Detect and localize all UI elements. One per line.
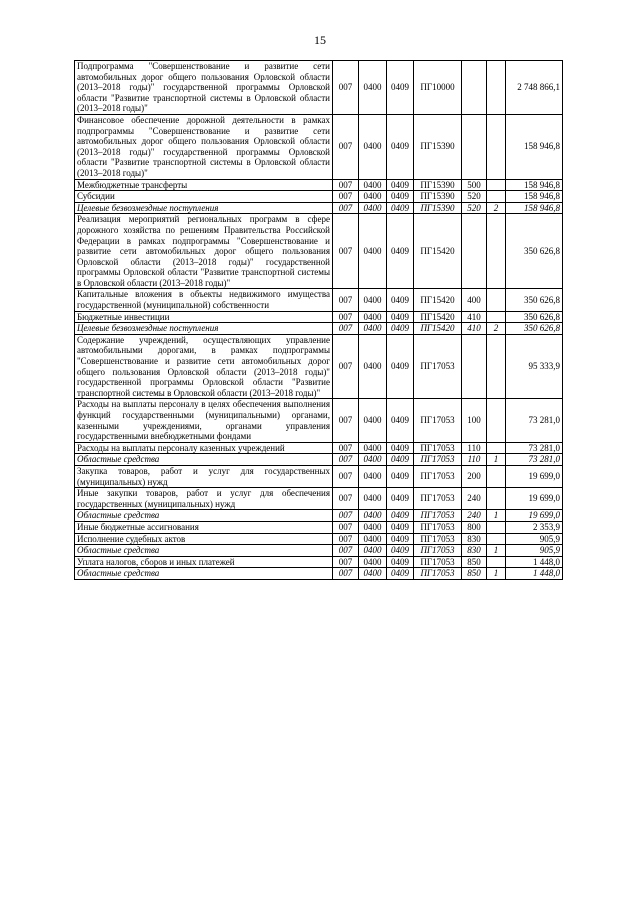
expense-name-cell: Содержание учреждений, осуществляющих управление автомобильными дорогами, в рамках подпрограммы "Совершенствование и развитие сети автомобильных дорог общего пользования Орловской области (2013–2018 годы)" государственной программы Орловской области "Развитие транспортной системы в Орловской области (2013–2018 годы)": [75, 334, 333, 399]
ministry-code-cell: 007: [333, 510, 359, 522]
target-article-cell: ПГ17053: [414, 399, 462, 442]
target-article-cell: ПГ15390: [414, 179, 462, 191]
funding-source-cell: 2: [487, 202, 506, 214]
target-article-cell: ПГ15390: [414, 114, 462, 179]
target-article-cell: ПГ17053: [414, 521, 462, 533]
expense-name-cell: Иные бюджетные ассигнования: [75, 521, 333, 533]
target-article-cell: ПГ15390: [414, 202, 462, 214]
subsection-code-cell: 0409: [387, 442, 414, 454]
amount-cell: 350 626,8: [506, 311, 563, 323]
table-row: [75, 191, 563, 203]
subsection-code-cell: 0409: [387, 311, 414, 323]
target-article-cell: ПГ17053: [414, 454, 462, 466]
section-code-cell: 0400: [359, 289, 387, 311]
expense-type-cell: 200: [462, 465, 487, 487]
subsection-code-cell: 0409: [387, 556, 414, 568]
amount-cell: 158 946,8: [506, 191, 563, 203]
subsection-code-cell: 0409: [387, 114, 414, 179]
subsection-code-cell: 0409: [387, 334, 414, 399]
funding-source-cell: [487, 334, 506, 399]
expense-name-cell: Целевые безвозмездные поступления: [75, 202, 333, 214]
section-code-cell: 0400: [359, 533, 387, 545]
section-code-cell: 0400: [359, 545, 387, 557]
expense-type-cell: [462, 114, 487, 179]
amount-cell: 158 946,8: [506, 202, 563, 214]
expense-name-cell: Подпрограмма "Совершенствование и развитие сети автомобильных дорог общего пользования Орловской области (2013–2018 годы)" государственной программы Орловской области "Развитие транспортной системы в Орловской области (2013–2018 годы)": [75, 61, 333, 115]
target-article-cell: ПГ17053: [414, 556, 462, 568]
funding-source-cell: [487, 521, 506, 533]
section-code-cell: 0400: [359, 311, 387, 323]
expense-name-cell: Расходы на выплаты персоналу в целях обеспечения выполнения функций государственными (муниципальными) органами, казенными учреждениями, органами управления государственными внебюджетными фондами: [75, 399, 333, 442]
ministry-code-cell: 007: [333, 488, 359, 510]
funding-source-cell: [487, 442, 506, 454]
table-row: [75, 179, 563, 191]
expense-name-cell: Областные средства: [75, 545, 333, 557]
ministry-code-cell: 007: [333, 399, 359, 442]
table-row: [75, 202, 563, 214]
target-article-cell: ПГ15390: [414, 191, 462, 203]
amount-cell: 350 626,8: [506, 289, 563, 311]
amount-cell: 1 448,0: [506, 556, 563, 568]
amount-cell: 95 333,9: [506, 334, 563, 399]
ministry-code-cell: 007: [333, 533, 359, 545]
table-row: [75, 533, 563, 545]
target-article-cell: ПГ15420: [414, 323, 462, 335]
funding-source-cell: [487, 556, 506, 568]
section-code-cell: 0400: [359, 399, 387, 442]
table-row: [75, 521, 563, 533]
expense-type-cell: 830: [462, 533, 487, 545]
subsection-code-cell: 0409: [387, 214, 414, 289]
expense-type-cell: 520: [462, 191, 487, 203]
table-row: [75, 545, 563, 557]
funding-source-cell: [487, 114, 506, 179]
amount-cell: 2 748 866,1: [506, 61, 563, 115]
ministry-code-cell: 007: [333, 556, 359, 568]
subsection-code-cell: 0409: [387, 545, 414, 557]
target-article-cell: ПГ15420: [414, 214, 462, 289]
section-code-cell: 0400: [359, 454, 387, 466]
table-row: [75, 61, 563, 115]
expense-type-cell: 240: [462, 510, 487, 522]
section-code-cell: 0400: [359, 521, 387, 533]
section-code-cell: 0400: [359, 442, 387, 454]
amount-cell: 73 281,0: [506, 454, 563, 466]
expense-name-cell: Иные закупки товаров, работ и услуг для обеспечения государственных (муниципальных) нужд: [75, 488, 333, 510]
expense-name-cell: Областные средства: [75, 454, 333, 466]
table-row: [75, 214, 563, 289]
subsection-code-cell: 0409: [387, 179, 414, 191]
ministry-code-cell: 007: [333, 323, 359, 335]
subsection-code-cell: 0409: [387, 202, 414, 214]
subsection-code-cell: 0409: [387, 454, 414, 466]
target-article-cell: ПГ17053: [414, 442, 462, 454]
expense-name-cell: Реализация мероприятий региональных программ в сфере дорожного хозяйства по решениям Правительства Российской Федерации в рамках подпрограммы "Совершенствование и развитие сети автомобильных дорог общего пользования Орловской области (2013–2018 годы)" государственной программы Орловской области "Развитие транспортной системы в Орловской области (2013–2018 годы)": [75, 214, 333, 289]
subsection-code-cell: 0409: [387, 510, 414, 522]
table-row: [75, 510, 563, 522]
expense-type-cell: 100: [462, 399, 487, 442]
ministry-code-cell: 007: [333, 202, 359, 214]
amount-cell: 1 448,0: [506, 568, 563, 580]
table-row: [75, 311, 563, 323]
expense-type-cell: 410: [462, 311, 487, 323]
ministry-code-cell: 007: [333, 61, 359, 115]
funding-source-cell: [487, 179, 506, 191]
amount-cell: 19 699,0: [506, 488, 563, 510]
ministry-code-cell: 007: [333, 568, 359, 580]
ministry-code-cell: 007: [333, 114, 359, 179]
target-article-cell: ПГ17053: [414, 533, 462, 545]
subsection-code-cell: 0409: [387, 533, 414, 545]
funding-source-cell: [487, 311, 506, 323]
subsection-code-cell: 0409: [387, 289, 414, 311]
amount-cell: 350 626,8: [506, 214, 563, 289]
table-row: [75, 323, 563, 335]
target-article-cell: ПГ15420: [414, 289, 462, 311]
ministry-code-cell: 007: [333, 545, 359, 557]
expense-name-cell: Областные средства: [75, 510, 333, 522]
table-row: [75, 465, 563, 487]
amount-cell: 905,9: [506, 533, 563, 545]
ministry-code-cell: 007: [333, 465, 359, 487]
subsection-code-cell: 0409: [387, 323, 414, 335]
target-article-cell: ПГ17053: [414, 488, 462, 510]
ministry-code-cell: 007: [333, 191, 359, 203]
section-code-cell: 0400: [359, 556, 387, 568]
table-row: [75, 442, 563, 454]
expense-name-cell: Субсидии: [75, 191, 333, 203]
amount-cell: 350 626,8: [506, 323, 563, 335]
ministry-code-cell: 007: [333, 454, 359, 466]
expense-type-cell: [462, 61, 487, 115]
ministry-code-cell: 007: [333, 521, 359, 533]
expense-type-cell: 110: [462, 442, 487, 454]
section-code-cell: 0400: [359, 510, 387, 522]
amount-cell: 158 946,8: [506, 114, 563, 179]
amount-cell: 73 281,0: [506, 399, 563, 442]
expense-name-cell: Закупка товаров, работ и услуг для государственных (муниципальных) нужд: [75, 465, 333, 487]
ministry-code-cell: 007: [333, 214, 359, 289]
expense-name-cell: Областные средства: [75, 568, 333, 580]
expense-type-cell: [462, 334, 487, 399]
funding-source-cell: 1: [487, 454, 506, 466]
funding-source-cell: [487, 289, 506, 311]
expense-name-cell: Финансовое обеспечение дорожной деятельности в рамках подпрограммы "Совершенствование и развитие сети автомобильных дорог общего пользования Орловской области (2013–2018 годы)" государственной программы Орловской области "Развитие транспортной системы в Орловской области (2013–2018 годы)": [75, 114, 333, 179]
funding-source-cell: [487, 214, 506, 289]
expense-type-cell: 500: [462, 179, 487, 191]
target-article-cell: ПГ17053: [414, 510, 462, 522]
table-row: [75, 114, 563, 179]
ministry-code-cell: 007: [333, 311, 359, 323]
expense-name-cell: Бюджетные инвестиции: [75, 311, 333, 323]
funding-source-cell: 1: [487, 568, 506, 580]
expense-name-cell: Целевые безвозмездные поступления: [75, 323, 333, 335]
expense-type-cell: 850: [462, 556, 487, 568]
table-row: [75, 488, 563, 510]
expense-name-cell: Расходы на выплаты персоналу казенных учреждений: [75, 442, 333, 454]
funding-source-cell: [487, 61, 506, 115]
budget-table: [74, 60, 563, 580]
table-row: [75, 454, 563, 466]
amount-cell: 158 946,8: [506, 179, 563, 191]
section-code-cell: 0400: [359, 568, 387, 580]
amount-cell: 19 699,0: [506, 510, 563, 522]
table-row: [75, 334, 563, 399]
amount-cell: 19 699,0: [506, 465, 563, 487]
table-row: [75, 556, 563, 568]
page-number: 15: [314, 33, 326, 47]
expense-name-cell: Капитальные вложения в объекты недвижимого имущества государственной (муниципальной) собственности: [75, 289, 333, 311]
expense-type-cell: 520: [462, 202, 487, 214]
section-code-cell: 0400: [359, 202, 387, 214]
subsection-code-cell: 0409: [387, 568, 414, 580]
section-code-cell: 0400: [359, 488, 387, 510]
subsection-code-cell: 0409: [387, 399, 414, 442]
table-row: [75, 289, 563, 311]
subsection-code-cell: 0409: [387, 465, 414, 487]
section-code-cell: 0400: [359, 61, 387, 115]
expense-name-cell: Уплата налогов, сборов и иных платежей: [75, 556, 333, 568]
subsection-code-cell: 0409: [387, 488, 414, 510]
ministry-code-cell: 007: [333, 334, 359, 399]
funding-source-cell: 2: [487, 323, 506, 335]
funding-source-cell: 1: [487, 545, 506, 557]
target-article-cell: ПГ17053: [414, 568, 462, 580]
subsection-code-cell: 0409: [387, 61, 414, 115]
target-article-cell: ПГ15420: [414, 311, 462, 323]
expense-type-cell: 410: [462, 323, 487, 335]
funding-source-cell: [487, 533, 506, 545]
subsection-code-cell: 0409: [387, 191, 414, 203]
expense-type-cell: [462, 214, 487, 289]
section-code-cell: 0400: [359, 323, 387, 335]
funding-source-cell: [487, 465, 506, 487]
section-code-cell: 0400: [359, 191, 387, 203]
section-code-cell: 0400: [359, 334, 387, 399]
funding-source-cell: [487, 191, 506, 203]
section-code-cell: 0400: [359, 214, 387, 289]
ministry-code-cell: 007: [333, 289, 359, 311]
target-article-cell: ПГ17053: [414, 545, 462, 557]
expense-name-cell: Межбюджетные трансферты: [75, 179, 333, 191]
expense-type-cell: 110: [462, 454, 487, 466]
ministry-code-cell: 007: [333, 179, 359, 191]
table-row: [75, 399, 563, 442]
expense-type-cell: 240: [462, 488, 487, 510]
table-row: [75, 568, 563, 580]
funding-source-cell: [487, 488, 506, 510]
target-article-cell: ПГ10000: [414, 61, 462, 115]
amount-cell: 2 353,9: [506, 521, 563, 533]
expense-name-cell: Исполнение судебных актов: [75, 533, 333, 545]
funding-source-cell: [487, 399, 506, 442]
amount-cell: 73 281,0: [506, 442, 563, 454]
section-code-cell: 0400: [359, 465, 387, 487]
budget-table-body: [75, 61, 563, 580]
expense-type-cell: 830: [462, 545, 487, 557]
subsection-code-cell: 0409: [387, 521, 414, 533]
expense-type-cell: 800: [462, 521, 487, 533]
expense-type-cell: 850: [462, 568, 487, 580]
target-article-cell: ПГ17053: [414, 334, 462, 399]
expense-type-cell: 400: [462, 289, 487, 311]
funding-source-cell: 1: [487, 510, 506, 522]
amount-cell: 905,9: [506, 545, 563, 557]
section-code-cell: 0400: [359, 179, 387, 191]
target-article-cell: ПГ17053: [414, 465, 462, 487]
ministry-code-cell: 007: [333, 442, 359, 454]
section-code-cell: 0400: [359, 114, 387, 179]
